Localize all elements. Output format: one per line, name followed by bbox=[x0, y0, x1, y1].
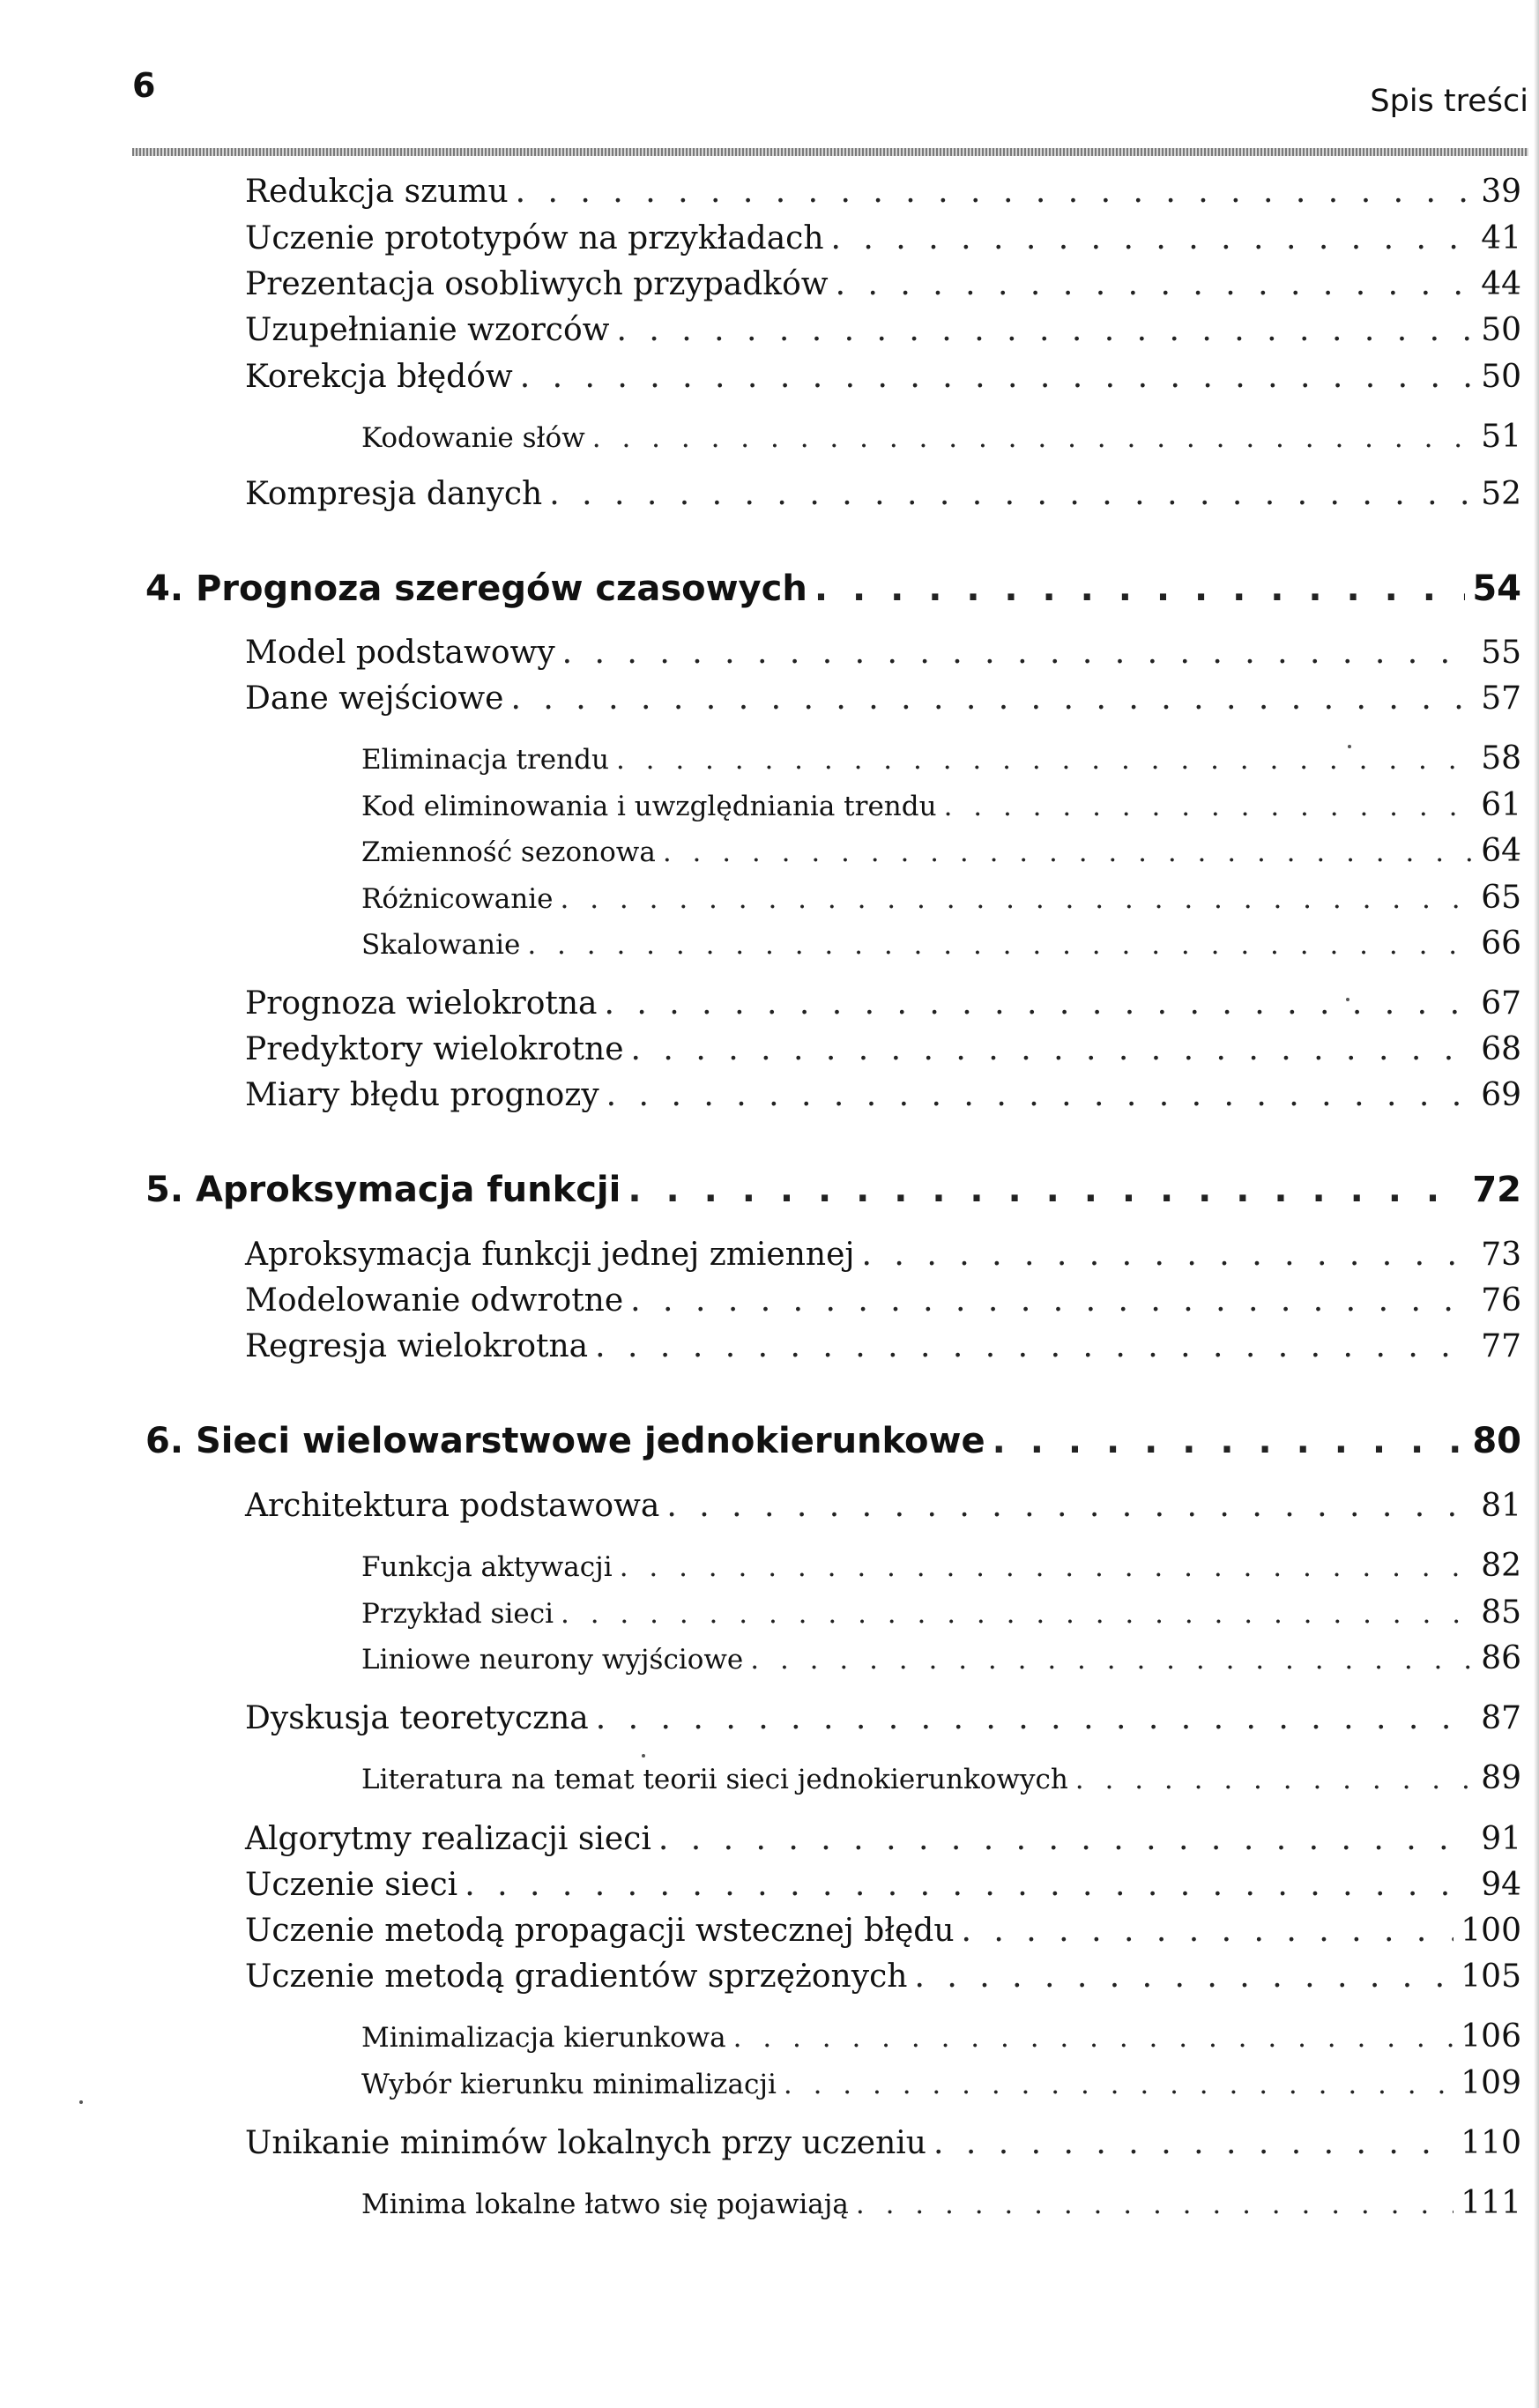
toc-dot-leader bbox=[784, 2069, 1454, 2100]
toc-section bbox=[245, 1488, 1521, 1524]
toc-entry-page: 54 bbox=[1472, 569, 1521, 609]
toc-dot-leader bbox=[733, 2022, 1454, 2054]
toc-dot-leader bbox=[596, 1700, 1474, 1736]
toc-dot-leader bbox=[663, 836, 1474, 868]
toc-entry-page: 65 bbox=[1481, 880, 1521, 916]
toc-section bbox=[245, 1867, 1521, 1903]
toc-entry-page: 67 bbox=[1481, 985, 1521, 1022]
toc-dot-leader bbox=[666, 1488, 1474, 1524]
toc-dot-leader bbox=[750, 1644, 1474, 1676]
toc-subsection bbox=[361, 925, 1521, 962]
toc-entry-page: 91 bbox=[1481, 1821, 1521, 1857]
toc-entry-title: Korekcja błędów bbox=[245, 359, 513, 395]
toc-entry-title: Prezentacja osobliwych przypadków bbox=[245, 266, 829, 302]
toc-section bbox=[245, 985, 1521, 1022]
toc-subsection bbox=[361, 1594, 1521, 1631]
toc-section bbox=[245, 1328, 1521, 1364]
toc-entry-title: Architektura podstawowa bbox=[245, 1488, 660, 1524]
toc-section bbox=[245, 1913, 1521, 1949]
toc-entry-page: 52 bbox=[1481, 476, 1521, 512]
toc-section bbox=[245, 1077, 1521, 1113]
toc-dot-leader bbox=[465, 1867, 1474, 1903]
toc-chapter bbox=[145, 569, 1521, 609]
toc-entry-page: 77 bbox=[1481, 1328, 1521, 1364]
toc-entry-title: Różnicowanie bbox=[361, 883, 554, 915]
toc-entry-title: Skalowanie bbox=[361, 929, 521, 961]
scan-speck bbox=[79, 2100, 83, 2104]
toc-subsection bbox=[361, 2185, 1521, 2221]
toc-entry-page: 73 bbox=[1481, 1237, 1521, 1273]
toc-subsection bbox=[361, 2018, 1521, 2055]
toc-entry-page: 41 bbox=[1481, 220, 1521, 256]
toc-dot-leader bbox=[831, 220, 1475, 256]
toc-entry-title: Kodowanie słów bbox=[361, 422, 585, 454]
toc-entry-page: 94 bbox=[1481, 1867, 1521, 1903]
toc-entry-title: Uczenie metodą propagacji wstecznej błędu bbox=[245, 1913, 955, 1949]
toc-entry-title: Dane wejściowe bbox=[245, 680, 504, 717]
toc-entry-page: 61 bbox=[1481, 787, 1521, 823]
toc-entry-title: Literatura na temat teorii sieci jednokierunkowych bbox=[361, 1764, 1068, 1795]
scan-speck bbox=[1346, 998, 1349, 1001]
toc-dot-leader bbox=[520, 359, 1474, 395]
page-number: 6 bbox=[132, 66, 156, 105]
toc-entry-title: Modelowanie odwrotne bbox=[245, 1282, 624, 1319]
toc-dot-leader bbox=[962, 1913, 1454, 1949]
toc-dot-leader bbox=[856, 2189, 1454, 2220]
toc-section bbox=[245, 1958, 1521, 1995]
toc-subsection bbox=[361, 1760, 1521, 1796]
toc-section bbox=[245, 1237, 1521, 1273]
toc-entry-title: Uczenie sieci bbox=[245, 1867, 458, 1903]
toc-entry-title: Miary błędu prognozy bbox=[245, 1077, 599, 1113]
toc-dot-leader bbox=[560, 883, 1474, 915]
toc-entry-page: 105 bbox=[1461, 1958, 1521, 1995]
toc-dot-leader bbox=[631, 1031, 1475, 1067]
toc-entry-title: Przykład sieci bbox=[361, 1598, 554, 1630]
toc-entry-page: 111 bbox=[1461, 2185, 1521, 2221]
toc-entry-page: 69 bbox=[1481, 1077, 1521, 1113]
toc-entry-title: Minimalizacja kierunkowa bbox=[361, 2022, 726, 2054]
toc-section bbox=[245, 680, 1521, 717]
toc-entry-title: Kod eliminowania i uwzględniania trendu bbox=[361, 791, 937, 822]
toc-dot-leader bbox=[510, 680, 1474, 717]
toc-entry-title: Predyktory wielokrotne bbox=[245, 1031, 624, 1067]
toc-section bbox=[245, 359, 1521, 395]
toc-entry-title: Algorytmy realizacji sieci bbox=[245, 1821, 651, 1857]
scan-speck bbox=[642, 1754, 645, 1758]
toc-entry-page: 51 bbox=[1481, 419, 1521, 455]
scan-speck bbox=[1348, 745, 1351, 748]
toc-dot-leader bbox=[914, 1958, 1454, 1995]
toc-entry-title: Minima lokalne łatwo się pojawiają bbox=[361, 2189, 849, 2220]
toc-subsection bbox=[361, 419, 1521, 455]
toc-section bbox=[245, 266, 1521, 302]
toc-section bbox=[245, 2125, 1521, 2161]
toc-entry-page: 68 bbox=[1481, 1031, 1521, 1067]
toc-dot-leader bbox=[605, 985, 1475, 1022]
toc-entry-page: 81 bbox=[1481, 1488, 1521, 1524]
toc-entry-title: 6. Sieci wielowarstwowe jednokierunkowe bbox=[145, 1421, 985, 1461]
toc-dot-leader bbox=[944, 791, 1475, 822]
toc-dot-leader bbox=[549, 476, 1474, 512]
toc-entry-title: 5. Aproksymacja funkcji bbox=[145, 1170, 621, 1210]
toc-entry-title: Funkcja aktywacji bbox=[361, 1551, 613, 1583]
toc-subsection bbox=[361, 787, 1521, 823]
toc-dot-leader bbox=[527, 929, 1474, 961]
toc-entry-page: 72 bbox=[1472, 1170, 1521, 1210]
toc-entry-title: Regresja wielokrotna bbox=[245, 1328, 589, 1364]
header-rule bbox=[132, 148, 1528, 156]
toc-subsection bbox=[361, 1548, 1521, 1584]
toc-entry-title: Model podstawowy bbox=[245, 635, 555, 671]
toc-entry-page: 50 bbox=[1481, 359, 1521, 395]
page-edge-shadow bbox=[1534, 0, 1539, 2408]
toc-entry-page: 57 bbox=[1481, 680, 1521, 717]
toc-entry-page: 44 bbox=[1481, 266, 1521, 302]
toc-entry-page: 110 bbox=[1461, 2125, 1521, 2161]
toc-section bbox=[245, 1700, 1521, 1736]
toc-entry-page: 100 bbox=[1461, 1913, 1521, 1949]
toc-entry-page: 50 bbox=[1481, 312, 1521, 348]
toc-dot-leader bbox=[616, 744, 1474, 776]
toc-entry-title: Liniowe neurony wyjściowe bbox=[361, 1644, 744, 1676]
toc-dot-leader bbox=[561, 1598, 1474, 1630]
toc-entry-title: Uzupełnianie wzorców bbox=[245, 312, 610, 348]
toc-section bbox=[245, 220, 1521, 256]
toc-entry-page: 55 bbox=[1481, 635, 1521, 671]
toc-section bbox=[245, 1031, 1521, 1067]
toc-entry-title: Kompresja danych bbox=[245, 476, 543, 512]
toc-chapter bbox=[145, 1170, 1521, 1210]
toc-subsection bbox=[361, 1640, 1521, 1676]
toc-dot-leader bbox=[562, 635, 1475, 671]
toc-subsection bbox=[361, 2065, 1521, 2101]
toc-section bbox=[245, 1821, 1521, 1857]
toc-entry-page: 39 bbox=[1481, 174, 1521, 210]
toc-entry-title: Redukcja szumu bbox=[245, 174, 509, 210]
toc-dot-leader bbox=[862, 1237, 1475, 1273]
toc-section bbox=[245, 174, 1521, 210]
toc-entry-page: 76 bbox=[1481, 1282, 1521, 1319]
toc-dot-leader bbox=[616, 312, 1474, 348]
toc-dot-leader bbox=[592, 422, 1474, 454]
toc-section bbox=[245, 635, 1521, 671]
toc-entry-title: 4. Prognoza szeregów czasowych bbox=[145, 569, 807, 609]
toc-entry-title: Zmienność sezonowa bbox=[361, 836, 656, 868]
toc-entry-page: 109 bbox=[1461, 2065, 1521, 2101]
toc-section bbox=[245, 312, 1521, 348]
toc-entry-title: Prognoza wielokrotna bbox=[245, 985, 598, 1022]
toc-dot-leader bbox=[814, 569, 1466, 609]
toc-entry-title: Uczenie metodą gradientów sprzężonych bbox=[245, 1958, 908, 1995]
toc-entry-page: 86 bbox=[1481, 1640, 1521, 1676]
toc-entry-page: 66 bbox=[1481, 925, 1521, 962]
toc-entry-title: Wybór kierunku minimalizacji bbox=[361, 2069, 777, 2100]
toc-dot-leader bbox=[836, 266, 1475, 302]
toc-entry-page: 87 bbox=[1481, 1700, 1521, 1736]
toc-entry-page: 82 bbox=[1481, 1548, 1521, 1584]
toc-entry-title: Uczenie prototypów na przykładach bbox=[245, 220, 824, 256]
toc-dot-leader bbox=[933, 2125, 1454, 2161]
toc-entry-page: 89 bbox=[1481, 1760, 1521, 1796]
toc-entry-page: 64 bbox=[1481, 833, 1521, 869]
toc-section bbox=[245, 476, 1521, 512]
toc-dot-leader bbox=[516, 174, 1475, 210]
toc-dot-leader bbox=[658, 1821, 1474, 1857]
toc-dot-leader bbox=[630, 1282, 1474, 1319]
toc-section bbox=[245, 1282, 1521, 1319]
toc-entry-page: 85 bbox=[1481, 1594, 1521, 1631]
toc-entry-title: Dyskusja teoretyczna bbox=[245, 1700, 589, 1736]
toc-entry-title: Unikanie minimów lokalnych przy uczeniu bbox=[245, 2125, 926, 2161]
toc-dot-leader bbox=[620, 1551, 1475, 1583]
toc-subsection bbox=[361, 833, 1521, 869]
toc-dot-leader bbox=[606, 1077, 1475, 1113]
toc-subsection bbox=[361, 880, 1521, 916]
toc-dot-leader bbox=[628, 1170, 1465, 1210]
toc-chapter bbox=[145, 1421, 1521, 1461]
toc-entry-page: 58 bbox=[1481, 740, 1521, 777]
toc-entry-page: 106 bbox=[1461, 2018, 1521, 2055]
toc-dot-leader bbox=[1075, 1764, 1474, 1795]
running-head: Spis treści bbox=[1370, 84, 1528, 119]
toc-entry-title: Aproksymacja funkcji jednej zmiennej bbox=[245, 1237, 855, 1273]
toc-dot-leader bbox=[993, 1421, 1466, 1461]
toc-entry-page: 80 bbox=[1472, 1421, 1521, 1461]
toc-dot-leader bbox=[595, 1328, 1474, 1364]
toc-entry-title: Eliminacja trendu bbox=[361, 744, 609, 776]
